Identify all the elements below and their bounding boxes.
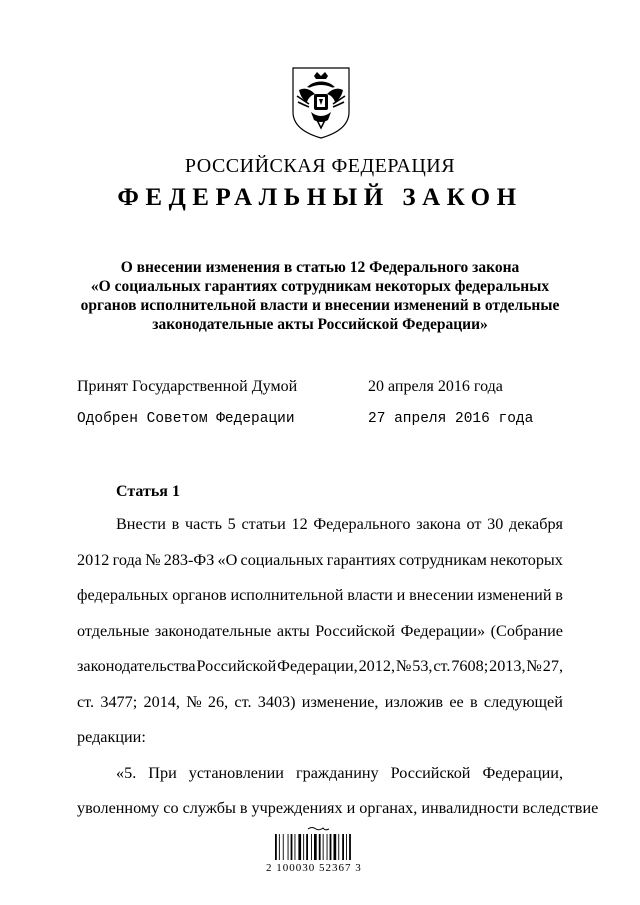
article-word: (Собрание: [490, 621, 563, 640]
article-word: в: [555, 586, 563, 604]
article-word: Федерации»: [400, 621, 486, 640]
coat-of-arms-icon: [287, 66, 355, 140]
article-word: Российской: [196, 657, 277, 675]
article-word: закона: [416, 515, 461, 533]
article-line: редакции:: [77, 728, 146, 746]
article-word: ст.: [77, 692, 95, 711]
article-word: Федерации,: [277, 657, 358, 675]
article-line: [77, 543, 563, 579]
article-word: установлении: [188, 763, 284, 782]
country-heading: РОССИЙСКАЯ ФЕДЕРАЦИЯ: [184, 155, 456, 177]
barcode-bar: [327, 834, 328, 860]
article-word: Российской: [315, 621, 396, 640]
article-word: «5.: [116, 763, 137, 782]
barcode-bar: [314, 834, 317, 860]
article-word: следующей: [483, 692, 563, 711]
article-word: изложив: [384, 692, 444, 711]
barcode-bar: [306, 834, 308, 860]
article-line: [77, 507, 563, 543]
law-title-line: О внесении изменения в статью 12 Федерального закона: [120, 259, 520, 276]
article-word: органов: [172, 586, 227, 604]
council-date: 27 апреля 2016 года: [368, 411, 534, 427]
article-word: 53,: [412, 657, 433, 675]
article-word: 26,: [207, 692, 229, 711]
article-line: [77, 578, 563, 614]
article-word: исполнительной: [230, 586, 344, 604]
barcode-bar: [275, 834, 277, 860]
article-word: в: [469, 692, 478, 711]
article-word: 2014,: [143, 692, 180, 711]
article-word: Внести: [116, 515, 166, 533]
article-line: [77, 614, 563, 650]
article-line: [77, 756, 563, 792]
article-word: Федерации,: [482, 763, 563, 782]
article-word: №: [145, 550, 161, 569]
article-word: законодательные: [154, 621, 272, 640]
law-title-line: «О социальных гарантиях сотрудникам некоторых федеральных: [90, 278, 550, 295]
barcode-bar: [311, 834, 312, 860]
barcode-bar: [288, 834, 289, 860]
document-type-heading: ФЕДЕРАЛЬНЫЙ ЗАКОН: [117, 184, 523, 211]
article-word: власти: [347, 586, 393, 604]
article-word: 3403): [257, 692, 296, 711]
article-word: от: [466, 515, 482, 533]
barcode-bar: [279, 834, 280, 860]
article-word: 2012: [77, 550, 110, 569]
article-word: 12: [291, 515, 308, 533]
barcode-bar: [330, 834, 332, 860]
article-word: акты: [276, 621, 310, 640]
article-word: гражданину: [296, 763, 379, 782]
article-word: №: [395, 657, 412, 675]
barcode-number: 2 100030 52367 3: [266, 862, 362, 874]
article-word: изменение,: [301, 692, 379, 711]
article-word: ст.: [234, 692, 252, 711]
article-line: [77, 685, 563, 721]
article-line: уволенному со службы в учреждениях и органах, инвалидности вследствие: [77, 799, 599, 817]
article-word: года: [112, 550, 142, 569]
article-word: и: [396, 586, 406, 604]
article-word: №: [186, 692, 202, 711]
article-word: статьи: [241, 515, 286, 533]
article-word: внесении: [409, 586, 474, 604]
article-word: социальных: [240, 550, 324, 569]
council-label: Одобрен Советом Федерации: [77, 411, 295, 427]
law-title-line: законодательные акты Российской Федерации»: [152, 316, 488, 333]
article-word: некоторых: [490, 550, 563, 569]
article-word: 7608;: [451, 657, 489, 675]
article-word: При: [148, 763, 177, 782]
article-word: федеральных: [77, 586, 169, 604]
barcode-bar: [342, 834, 344, 860]
article-word: ст.: [433, 657, 451, 675]
article-word: «О: [217, 550, 238, 569]
barcode-bar: [295, 834, 296, 860]
article-word: 30: [487, 515, 504, 533]
law-title: [80, 258, 560, 334]
article-word: №: [526, 657, 542, 675]
article-word: Российской: [390, 763, 471, 782]
duma-date: 20 апреля 2016 года: [368, 378, 503, 395]
article-word: 3477;: [100, 692, 138, 711]
article-word: гарантиях: [326, 550, 396, 569]
article-word: 2013,: [489, 657, 526, 675]
barcode-bar: [323, 834, 324, 860]
article-word: 5: [227, 515, 236, 533]
article-heading: Статья 1: [116, 483, 180, 500]
article-word: Федерального: [313, 515, 411, 533]
article-line: [77, 649, 563, 685]
article-word: 283-ФЗ: [163, 550, 215, 569]
article-word: изменений: [477, 586, 552, 604]
barcode-bar: [346, 834, 347, 860]
article-word: законодательства: [77, 657, 196, 675]
barcode-bar: [298, 834, 301, 860]
article-word: в: [171, 515, 180, 533]
article-word: 27,: [542, 657, 563, 675]
article-word: сотрудникам: [399, 550, 487, 569]
barcode-bar: [319, 834, 321, 860]
barcode-bar: [338, 834, 339, 860]
barcode-bar: [303, 834, 304, 860]
barcode-bar: [283, 834, 284, 860]
barcode-bar: [291, 834, 293, 860]
duma-label: Принят Государственной Думой: [77, 378, 298, 395]
article-body: [77, 507, 599, 827]
article-word: отдельные: [77, 621, 150, 640]
barcode-bar: [349, 834, 351, 860]
article-word: часть: [185, 515, 222, 533]
law-title-line: органов исполнительной власти и внесении изменений в отдельные: [80, 297, 560, 314]
article-word: ее: [449, 692, 464, 711]
article-word: 2012,: [358, 657, 395, 675]
article-word: декабря: [508, 515, 563, 533]
barcode-bar: [334, 834, 337, 860]
